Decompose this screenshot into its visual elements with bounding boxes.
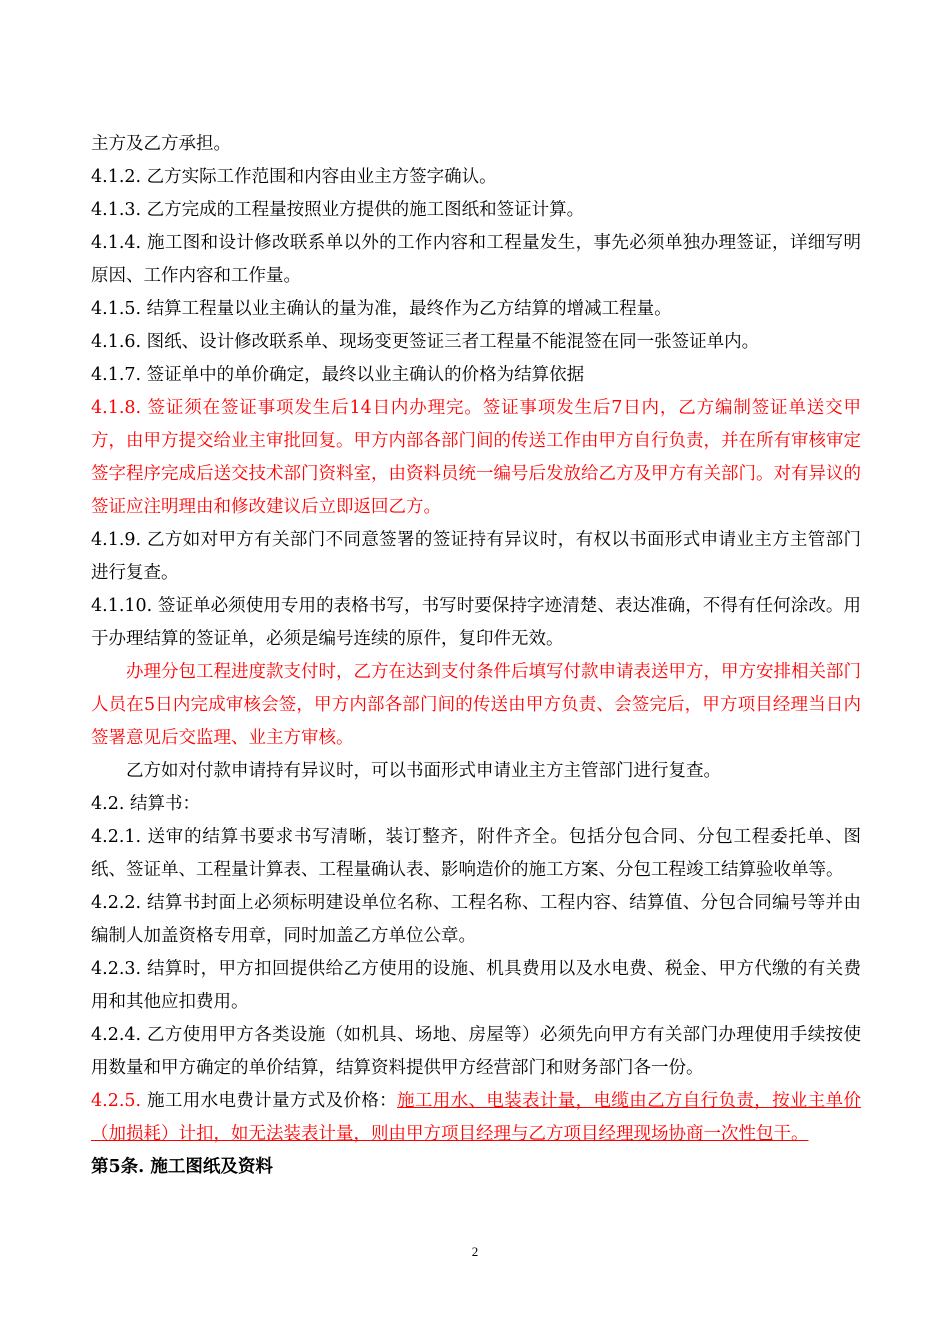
- clause-4-1-4: 4.1.4. 施工图和设计修改联系单以外的工作内容和工程量发生，事先必须单独办理签证，详细写明原因、工作内容和工作量。: [91, 233, 861, 286]
- clause-4-1-2: 4.1.2. 乙方实际工作范围和内容由业主方签字确认。: [91, 167, 497, 187]
- document-body: [91, 128, 861, 1184]
- clause-4-1-9: 4.1.9. 乙方如对甲方有关部门不同意签署的签证持有异议时，有权以书面形式申请业主方主管部门进行复查。: [91, 530, 861, 583]
- clause-4-1-7: 4.1.7. 签证单中的单价确定，最终以业主确认的价格为结算依据: [91, 365, 585, 385]
- clause-4-2-5-underlined: 施工用水、电装表计量，电缆由乙方自行负责，按业主单价（加损耗）计扣，如无法装表计量，则由甲方项目经理与乙方项目经理现场协商一次性包干。: [91, 1091, 862, 1144]
- clause-4-1-3: 4.1.3. 乙方完成的工程量按照业方提供的施工图纸和签证计算。: [91, 200, 585, 220]
- clause-4-1-6: 4.1.6. 图纸、设计修改联系单、现场变更签证三者工程量不能混签在同一张签证单内。: [91, 332, 760, 352]
- clause-4-1-10: 4.1.10. 签证单必须使用专用的表格书写，书写时要保持字迹清楚、表达准确，不得有任何涂改。用于办理结算的签证单，必须是编号连续的原件，复印件无效。: [91, 596, 861, 649]
- paragraph-continuation: 主方及乙方承担。: [91, 134, 231, 154]
- page-number: 2: [471, 1244, 479, 1259]
- payment-objection-paragraph: 乙方如对付款申请持有异议时，可以书面形式申请业主方主管部门进行复查。: [126, 761, 721, 781]
- clause-4-2: 4.2. 结算书：: [91, 794, 200, 814]
- clause-4-2-5-label: 4.2.5.: [91, 1091, 142, 1111]
- clause-4-2-5-lead: 施工用水电费计量方式及价格：: [141, 1091, 398, 1111]
- clause-4-1-5: 4.1.5. 结算工程量以业主确认的量为准，最终作为乙方结算的增减工程量。: [91, 299, 672, 319]
- section-heading-article-5: 第5条. 施工图纸及资料: [91, 1157, 273, 1177]
- clause-4-2-1: 4.2.1. 送审的结算书要求书写清晰，装订整齐，附件齐全。包括分包合同、分包工程委托单、图纸、签证单、工程量计算表、工程量确认表、影响造价的施工方案、分包工程竣工结算验收单等。: [91, 827, 861, 880]
- clause-4-2-5: [91, 1085, 861, 1151]
- progress-payment-paragraph: 办理分包工程进度款支付时，乙方在达到支付条件后填写付款申请表送甲方，甲方安排相关部门人员在5日内完成审核会签，甲方内部各部门间的传送由甲方负责、会签完后，甲方项目经理当日内签署意见后交监理、业主方审核。: [91, 662, 861, 748]
- clause-4-2-3: 4.2.3. 结算时，甲方扣回提供给乙方使用的设施、机具费用以及水电费、税金、甲方代缴的有关费用和其他应扣费用。: [91, 959, 861, 1012]
- clause-4-1-8: 4.1.8. 签证须在签证事项发生后14日内办理完。签证事项发生后7日内，乙方编制签证单送交甲方，由甲方提交给业主审批回复。甲方内部各部门间的传送工作由甲方自行负责，并在所有审核审定签字程序完成后送交技术部门资料室，由资料员统一编号后发放给乙方及甲方有关部门。对有异议的签证应注明理由和修改建议后立即返回乙方。: [91, 398, 861, 517]
- clause-4-2-4: 4.2.4. 乙方使用甲方各类设施（如机具、场地、房屋等）必须先向甲方有关部门办理使用手续按使用数量和甲方确定的单价结算，结算资料提供甲方经营部门和财务部门各一份。: [91, 1025, 861, 1078]
- clause-4-2-2: 4.2.2. 结算书封面上必须标明建设单位名称、工程名称、工程内容、结算值、分包合同编号等并由编制人加盖资格专用章，同时加盖乙方单位公章。: [91, 893, 861, 946]
